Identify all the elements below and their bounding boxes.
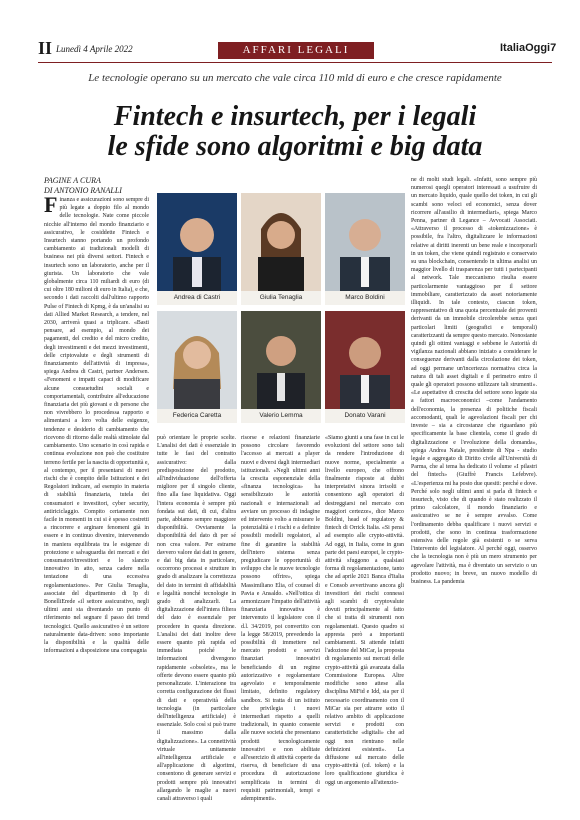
column-text: può orientare le proprie scelte. L'analisi dei dati è essenziale in tutte le fasi del contratto assicurativo: dalla predisposizione del prodotto, all'individuazione dell'offerta migliore per il singolo cliente, fino alla fase liquidativa. Oggi l'intera economia è sempre più fondata sui dati, di cui, d'altra parte, abbiamo sempre maggiore disponibilità. Ovviamente la disponibilità del dato di per sé non crea valore. Per estrarne davvero valore dai dati in genere, e dai big data in particolare, occorrono processi e strutture in grado di analizzare la correttezza del dato in termini di affidabilità e legalità nonché tecnologie in grado di analizzarli. La digitalizzazione dell'intera filiera del dato è essenziale per procedere in questa direzione. L'analisi dei dati inoltre deve essere quanto più rapida ed immediata poiché le informazioni divengono rapidamente «obsolete», ma le offerte devono essere quanto più personalizzate. L'interazione tra corretta configurazione dei flussi di dati e operatività della tecnologia (in particolare dell'intelligenza artificiale) è essenziale. Solo così si può trarre il massimo dalla digitalizzazione». La connettività virtuale unitamente all'intelligenza artificiale e all'applicazione di algoritmi, consentono di generare servizi e prodotti sempre più innovativi allargando le maglie a nuovi canali attraverso i quali xyxy=(157,435,236,802)
byline-prefix: PAGINE A CURA xyxy=(44,176,101,185)
column-text: «Siamo giunti a una fase in cui le evoluzioni del settore sono tali da rendere l'introduzione di nuove norme, specialmente a livello europeo, che offrono finalmente risposte ai dubbi interpretativi sinora irrisolti e consentono agli operatori di destreggiarsi nel mercato con maggiori certezze», dice Marco Boldini, head of regulatory & fintech di Orrick Italia. «Si pensi ad esempio alle crypto-attività. Ad oggi, in Italia, come in gran parte dei paesi europei, le crypto-attività sfuggono a qualsiasi forma di regolamentazione, tanto che ad aprile 2021 Banca d'Italia e Consob avvertivano ancora gli investitori dei rischi connessi agli scambi di cryptovalute dovuti principalmente al fatto che si tratta di strumenti non regolamentati. Questo quadro si appresta però a importanti cambiamenti. Si attende infatti l'adozione del MiCar, la proposta di regolamento sui mercati delle crypto-attività già avanzata dalla Commissione Europea. Altre modifiche sono attese alla disciplina MiFid e Idd, sia per il necessario coordinamento con il MiCar sia per attrarre sotto il relativo ambito di applicazione servizi e prodotti con caratteristiche «digitali» che ad oggi non rientrano nelle definizioni esistenti». La diffusione sul mercato delle crypto-attività (cd. token) e la loro qualificazione giuridica è oggi un argomento all'attenzio- xyxy=(325,435,404,786)
portrait-image xyxy=(241,311,321,411)
article-column-5 xyxy=(411,176,537,808)
publication-logo: ItaliaOggi7 xyxy=(500,42,557,54)
portrait-photo xyxy=(325,193,405,305)
photo-caption: Andrea di Castri xyxy=(157,291,237,305)
portrait-image xyxy=(325,193,405,293)
portrait-image xyxy=(157,311,237,411)
headline-line-1: Fintech e insurtech, per i legali xyxy=(113,101,477,132)
portrait-image xyxy=(325,311,405,411)
section-banner: AFFARI LEGALI xyxy=(218,42,374,59)
drop-cap: F xyxy=(44,196,58,217)
portrait-photo xyxy=(241,193,321,305)
article-byline xyxy=(44,176,122,196)
article-headline xyxy=(38,102,552,162)
column-text: ne di molti studi legali. «Infatti, sono sempre più numerosi quegli operatori interessati a usufruire di un mercato liquido, quale quello dei token, in cui gli scambi sono veloci ed economici, senza dover ricorrere all'ausilio di intermediari», spiega Marco Penna, partner di Legance – Avvocati Associati. «Attraverso il processo di «tokenizzazione» è possibile, fra l'altro, digitalizzare le informazioni relative ai diritti inerenti un bene reale e incorporarli in un token, che viene quindi registrato e conservato su una blockchain, consentendo in ultima analisi un maggior livello di trasparenza per tutti i partecipanti al network. Tale meccanismo risulta essere particolarmente vantaggioso per il settore immobiliare, caratterizzato da asset notoriamente illiquidi. In tale contesto, ciascun token, rappresentativo di una quota percentuale dei proventi derivanti da un immobile circolerebbe senza quei particolari limiti (geografici e temporali) caratterizzanti da sempre questo mercato. Nonostante quindi gli ottimi vantaggi e sebbene le Autorità di vigilanza nazionali abbiano iniziato a considerare le conseguenze derivanti dalla circolazione dei token, ad oggi permane un'incertezza normativa circa la natura di tali asset digitali e il perimetro entro il quale gli operatori possono utilizzare tali strumenti». «Le aspettative di crescita del settore sono legate sia a fattori macroeconomici –come l'andamento dell'economia, la presenza di politiche fiscali accomodanti, quali le agevolazioni fiscali per chi investe – sia a circostanze che riguardano più specificamente la base clientela, come il grado di digitalizzazione e l'evoluzione della domanda», spiega Andrea Natale, presidente di Npa - studio legale e aggregato di Diritto civile all'Università di Parma, che al tema ha dedicato il volume «I pilastri del fintech» (Giuffrè Francis Lefebvre). «L'esperienza mi ha posto due quesiti: perché e dove. Perché solo negli ultimi anni si parla di fintech e insurtech, visto che di quando è stato realizzato il primo calcolatore, il mondo finanziario e assicurativo se ne è sempre avvalso. Come l'ordinamento debba qualificare i nuovi servizi e prodotti, che sono in continua trasformazione estensiva delle regole già esistenti o se serva l'intervento del legislatore. Al perché oggi, osservo che la tecnologia non è più un mero strumento per agevolare l'attività, ma è diventato un servizio o un prodotto nuovo; in breve, un nuovo modello di business. La pandemia xyxy=(411,177,537,585)
article-column-4 xyxy=(325,434,404,808)
article-column-1 xyxy=(44,196,149,808)
photo-caption: Giulia Tenaglia xyxy=(241,291,321,305)
photo-caption: Valerio Lemma xyxy=(241,409,321,423)
header-rule xyxy=(38,62,552,63)
column-text: inanza e assicurazioni sono sempre di più legate a doppio filo al mondo delle tecnologie. Nate come piccole nicchie all'interno del mondo finanziario e assicurativo, le cosiddette Fintech e Insurtech stanno portando un profondo cambiamento ai tradizionali modelli di business nei più diversi settori. Fintech e insurtech sono un laboratorio, anche per il giurista. Un laboratorio che vale globalmente circa 110 miliardi di euro (di cui oltre 180 milioni di euro in Italia), e che, secondo i dati raccolti dall'ultimo rapporto Pulse of Fintech di Kpmg, è da un'analisi su dati Allied Market Research, a tendere, nel 2030, arriverà quasi a triplicare. «Basti pensare, ad esempio, al mondo dei pagamenti, del credito e del micro credito, degli investimenti e dei mezzi investimenti, delle criptovalute e degli strumenti di finanziamento dell'attività di impresa», spiega Andrea di Castri, partner Andersen. «Fenomeni e impatti capaci di modificare alcune consuetudini sociali e comportamentali, contribuire all'educazione finanziaria dei più giovani e di persone che non vivrebbero lo procedessa rapporto e alimentarsi a loro volta delle esigenze, tendenze e desiderio di cambiamento che ricevono di ritorno dalle realtà stimolate dal cambiamento. Uno scenario in così rapida e continua evoluzione non può che costituire terreno fertile per la nascita di opportunità e, al contempo, per il presentarsi di nuovi rischi che è compito delle Istituzioni e dei Regolatori indicare, ad esempio in materia di stabilità finanziaria, tutela dei consumatori e investitori, cyber security, antiriciclaggio. Compito certamente non facile in momenti in cui si è spesso costretti a rincorrere e arginare fenomeni già in essere e in continuo divenire, intervenendo in maniera equilibrata tra le esigenze di protezione e salvaguardia dei mercati e dei consumatori/investitori e lo slancio innovativo in atto, senza cadere nella tentazione di una eccessiva regolamentazione». Per Giulia Tenaglia, associate del dipartimento di Ip di BonelliErede «il settore assicurativo, negli ultimi anni sta diventando un punto di riferimento nel segnare il passo dei trend tecnologici. Quello assicurativo è un settore naturalmente data-driven: sono importante la disponibilità e la qualità delle informazioni a disposizione una compagnia xyxy=(44,197,149,655)
byline-author: DI ANTONIO RANALLI xyxy=(44,186,122,195)
page-number: II xyxy=(38,38,53,58)
portrait-photo xyxy=(241,311,321,423)
column-text: risorse e relazioni finanziarie possono circolare favorendo l'accesso ai mercati a player nuovi e diversi dagli intermediari istituzionali. «Negli ultimi anni la crescita esponenziale della «finanza tecnologica» ha sensibilizzato le autorità nazionali e internazionali ad avviare un processo di indagine ed intervento volto a misurare le potenzialità e i rischi e a definire possibili modelli regolatori, al fine di garantire la stabilità dell'intero sistema senza pregiudicare le opportunità di sviluppo che le nuove tecnologie possono offrire», spiega Massimiliano Elia, of counsel di Pavia e Ansaldo. «Nell'ottica di armonizzare l'impatto dell'attività finanziaria innovativa è intervenuto il legislatore con il d.l. 34/2019, poi convertito con la legge 58/2019, prevedendo la possibilità di immettere nel mercato prodotti e servizi finanziari innovativi beneficiando di un regime autorizzativo e regolamentare agevolato e temporalmente limitato, definito regulatory sandbox. Si tratta di un istituto che privilegia i nuovi intermediari rispetto a quelli tradizionali, in quanto consente alle nuove società che presentano prodotti tecnologicamente innovativi e non abilitate all'esercizio di attività coperte da riserva, di beneficiare di una procedura di autorizzazione semplificata in termini di requisiti patrimoniali, tempi e adempimenti». xyxy=(241,435,320,802)
portrait-photo xyxy=(157,193,237,305)
issue-date: Lunedì 4 Aprile 2022 xyxy=(56,44,133,54)
headline-line-2: le sfide sono algoritmi e big data xyxy=(107,131,483,162)
photo-caption: Federica Caretta xyxy=(157,409,237,423)
portrait-image xyxy=(157,193,237,293)
photo-caption: Donato Varani xyxy=(325,409,405,423)
photo-caption: Marco Boldini xyxy=(325,291,405,305)
article-column-3 xyxy=(241,434,320,808)
portrait-photo xyxy=(157,311,237,423)
article-kicker: Le tecnologie operano su un mercato che vale circa 110 mld di euro e che cresce rapidamente xyxy=(88,72,502,84)
article-column-2 xyxy=(157,434,236,808)
page-header xyxy=(0,0,580,68)
photo-grid xyxy=(157,193,405,425)
portrait-photo xyxy=(325,311,405,423)
portrait-image xyxy=(241,193,321,293)
